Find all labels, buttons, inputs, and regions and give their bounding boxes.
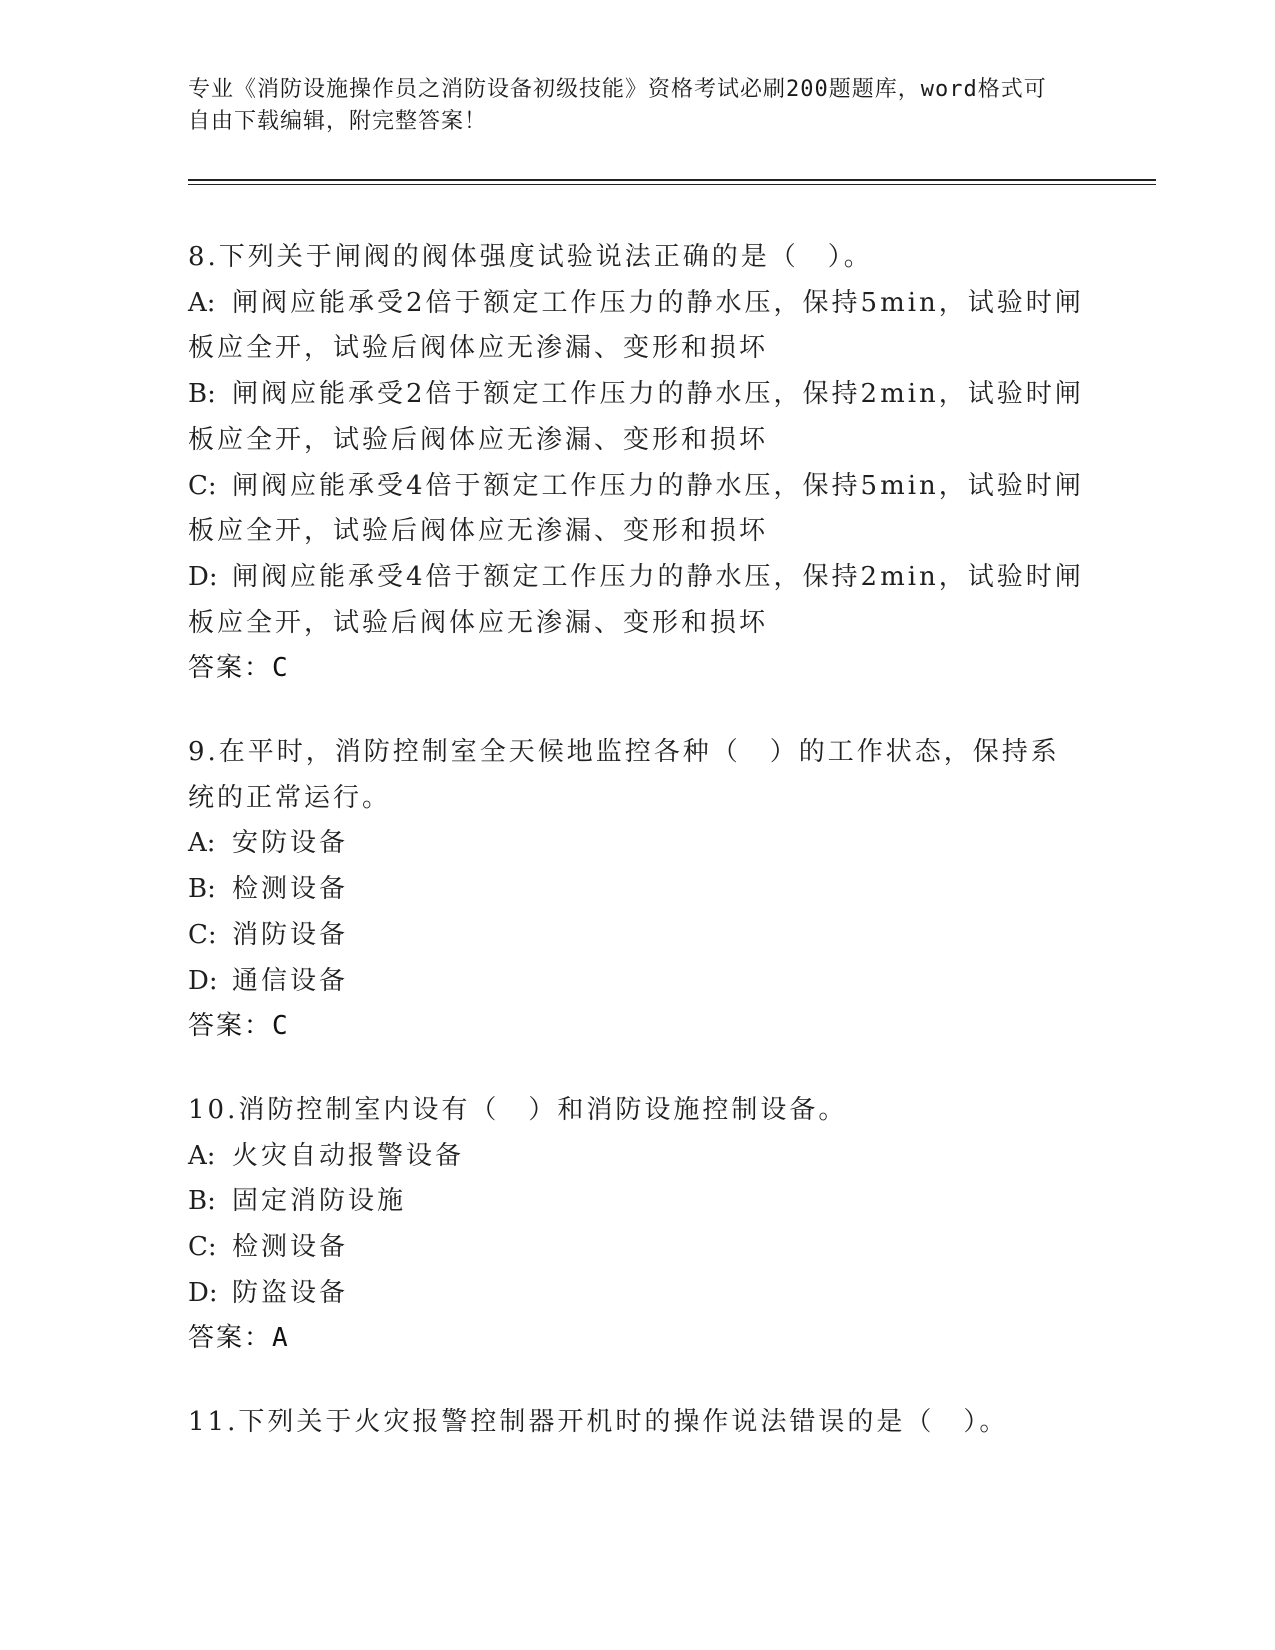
option-b — [188, 372, 1088, 463]
option-c — [188, 1225, 1088, 1271]
option-text: 安防设备 — [232, 828, 349, 859]
option-a — [188, 281, 1088, 372]
option-text: 火灾自动报警设备 — [232, 1140, 465, 1171]
option-label: A: — [188, 1140, 216, 1171]
answer: 答案：A — [188, 1323, 290, 1354]
option-label: B: — [188, 379, 216, 410]
option-label: D: — [188, 561, 218, 592]
option-a — [188, 821, 1088, 867]
question-stem: 9.在平时，消防控制室全天候地监控各种（ ）的工作状态，保持系统的正常运行。 — [188, 737, 1060, 813]
document-header: 专业《消防设施操作员之消防设备初级技能》资格考试必刷200题题库，word格式可自由下载编辑，附完整答案！ — [188, 77, 1047, 134]
option-text: 检测设备 — [232, 1232, 349, 1263]
option-label: B: — [188, 874, 216, 905]
question-stem: 10.消防控制室内设有（ ）和消防设施控制设备。 — [188, 1094, 848, 1125]
option-label: C: — [188, 470, 217, 501]
question-8 — [188, 235, 1088, 692]
option-label: B: — [188, 1186, 216, 1217]
question-stem: 8.下列关于闸阀的阀体强度试验说法正确的是（ ）。 — [188, 242, 873, 272]
option-text: 通信设备 — [232, 965, 349, 996]
option-text: 防盗设备 — [232, 1277, 349, 1308]
option-b — [188, 1179, 1088, 1225]
option-text: 闸阀应能承受2倍于额定工作压力的静水压，保持2min，试验时闸板应全开，试验后阀体应无渗漏、变形和损坏 — [188, 379, 1084, 455]
answer: 答案：C — [188, 653, 290, 684]
option-label: D: — [188, 965, 218, 996]
option-label: C: — [188, 919, 217, 950]
option-text: 闸阀应能承受4倍于额定工作压力的静水压，保持2min，试验时闸板应全开，试验后阀体应无渗漏、变形和损坏 — [188, 561, 1084, 638]
answer: 答案：C — [188, 1011, 290, 1042]
question-11 — [188, 1400, 1088, 1446]
option-label: A: — [188, 828, 216, 859]
question-10 — [188, 1088, 1088, 1362]
option-c — [188, 913, 1088, 959]
option-text: 闸阀应能承受4倍于额定工作压力的静水压，保持5min，试验时闸板应全开，试验后阀体应无渗漏、变形和损坏 — [188, 470, 1084, 547]
option-text: 检测设备 — [232, 874, 349, 905]
option-text: 闸阀应能承受2倍于额定工作压力的静水压，保持5min，试验时闸板应全开，试验后阀体应无渗漏、变形和损坏 — [188, 287, 1084, 364]
option-d — [188, 959, 1088, 1005]
option-label: C: — [188, 1232, 217, 1263]
option-d — [188, 1271, 1088, 1317]
option-d — [188, 555, 1088, 646]
header-rule-thin — [188, 184, 1156, 185]
option-b — [188, 867, 1088, 913]
question-list — [188, 235, 1088, 1484]
option-label: A: — [188, 287, 216, 318]
option-label: D: — [188, 1277, 218, 1308]
question-stem: 11.下列关于火灾报警控制器开机时的操作说法错误的是（ ）。 — [188, 1407, 1009, 1438]
option-text: 固定消防设施 — [232, 1186, 407, 1217]
option-a — [188, 1134, 1088, 1180]
option-text: 消防设备 — [232, 919, 349, 950]
option-c — [188, 464, 1088, 555]
header-rule-thick — [188, 179, 1156, 181]
question-9 — [188, 730, 1088, 1050]
